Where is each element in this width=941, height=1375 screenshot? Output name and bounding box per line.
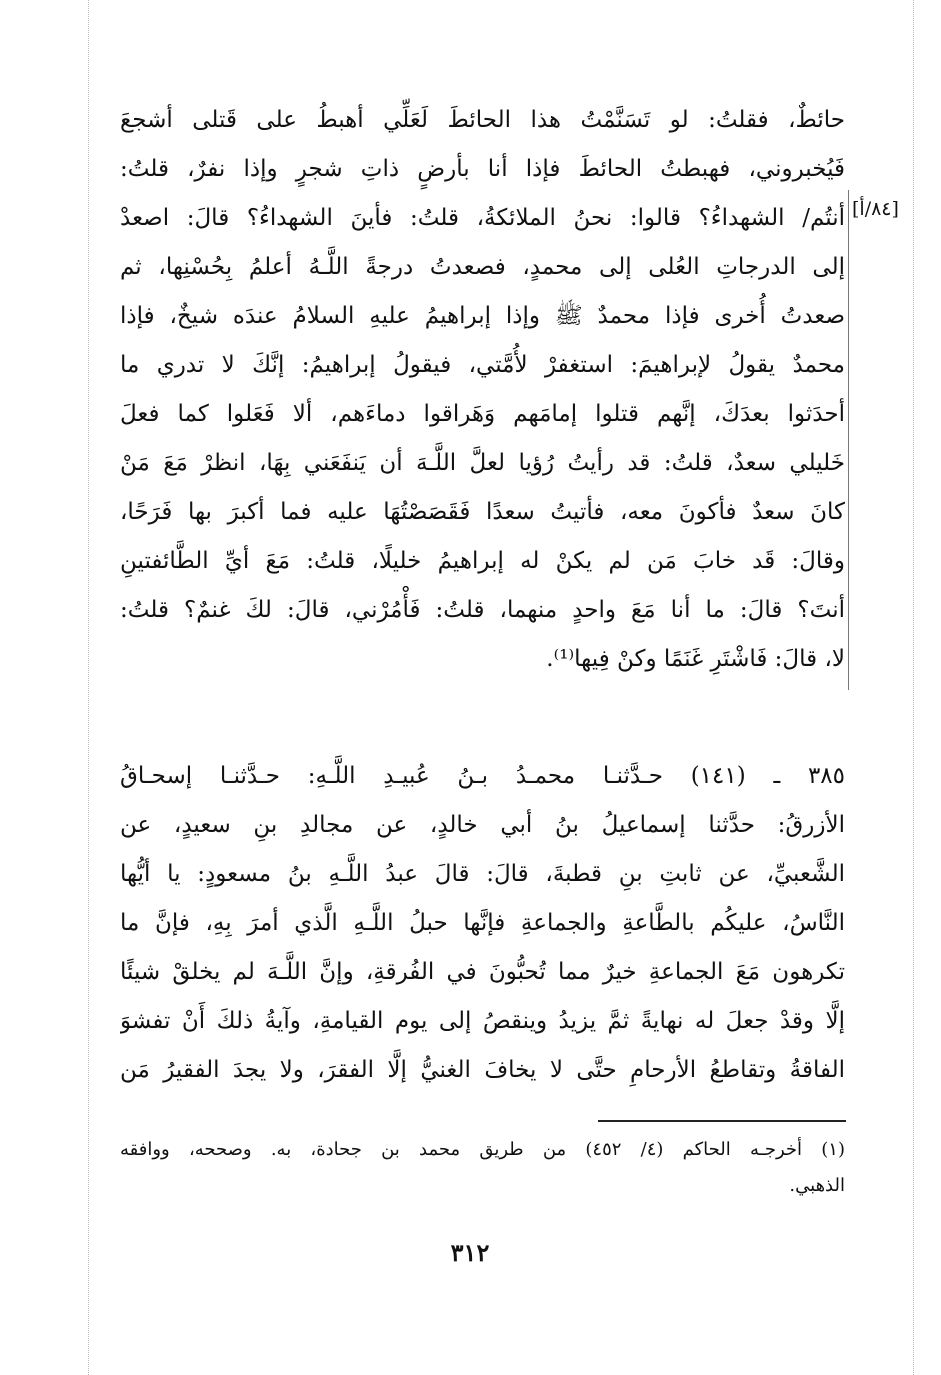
text-line: فَيُخبروني، فهبطتُ الحائطَ فإذا أنا بأرضٍ ذاتِ شجرٍ وإذا نفرٌ، قلتُ: <box>120 156 845 182</box>
footnote-line: الذهبي. <box>789 1175 845 1196</box>
left-scan-edge <box>88 0 89 1375</box>
text-line: محمدٌ يقولُ لإبراهيمَ: استغفرْ لأُمَّتي، فيقولُ إبراهيمُ: إنَّكَ لا تدري ما <box>120 352 845 378</box>
text-line: تكرهون مَعَ الجماعةِ خيرٌ مما تُحبُّونَ في الفُرقةِ، وإنَّ اللَّـهَ لم يخلقْ شيئًا <box>120 959 845 985</box>
footnote-separator <box>598 1120 846 1122</box>
page-number: ٣١٢ <box>450 1238 490 1267</box>
text-line: حائطٌ، فقلتُ: لو تَسَنَّمْتُ هذا الحائطَ لَعَلِّي أهبطُ على قَتلى أشجعَ <box>120 107 845 133</box>
text-line: صعدتُ أُخرى فإذا محمدٌ ﷺ وإذا إبراهيمُ عليهِ السلامُ عندَه شيخٌ، فإذا <box>120 303 845 329</box>
right-scan-edge <box>913 0 914 1375</box>
footnotes <box>120 1132 845 1204</box>
text-line: إلَّا وقدْ جعلَ له نهايةً ثمَّ يزيدُ وينقصُ إلى يوم القيامةِ، وآيةُ ذلكَ أَنْ تفشوَ <box>120 1008 845 1034</box>
text-line: النَّاسُ، عليكُم بالطَّاعةِ والجماعةِ فإنَّها حبلُ اللَّـهِ الَّذي أمرَ بِهِ، فإنَّ ما <box>120 910 845 936</box>
text-line: لا، قالَ: فَاشْتَرِ غَنَمًا وكنْ فِيها⁽¹⁾. <box>546 646 845 672</box>
hadith-heading-line: ٣٨٥ ـ (١٤١) حـدَّثنـا محمـدُ بـنُ عُبيـدِ اللَّـهِ: حـدَّثنـا إسحـاقُ <box>120 763 845 789</box>
text-line: الأزرقُ: حدَّثنا إسماعيلُ بنُ أبي خالدٍ، عن مجالدِ بنِ سعيدٍ، عن <box>120 812 845 838</box>
text-line: كانَ سعدٌ فأكونَ معه، فأتيتُ سعدًا فَقَصَصْتُهَا عليه فما أكبرَ بها فَرَحًا، <box>120 499 845 525</box>
text-line: وقالَ: قَد خابَ مَن لم يكنْ له إبراهيمُ خليلًا، قلتُ: مَعَ أيِّ الطَّائفتينِ <box>120 548 845 574</box>
text-line: أنتَ؟ قالَ: ما أنا مَعَ واحدٍ منهما، قلتُ: فَأْمُرْني، قالَ: لكَ غنمٌ؟ قلتُ: <box>120 597 845 623</box>
footnote-line: (١) أخرجـه الحاكم (٤/ ٤٥٢) من طريق محمد بن جحادة، به. وصححه، ووافقه <box>120 1139 845 1160</box>
text-line: خَليلي سعدٌ، قلتُ: قد رأيتُ رُؤيا لعلَّ اللَّـهَ أن يَنفَعَني بِهَا، انظرْ مَعَ مَنْ <box>120 450 845 476</box>
text-line: أنتُم/ الشهداءُ؟ قالوا: نحنُ الملائكةُ، قلتُ: فأينَ الشهداءُ؟ قالَ: اصعدْ <box>120 205 845 231</box>
margin-divider <box>848 190 849 690</box>
margin-folio-reference: [٨٤/أ] <box>852 198 899 220</box>
text-line: إلى الدرجاتِ العُلى إلى محمدٍ، فصعدتُ درجةً اللَّـهُ أعلمُ بِحُسْنِها، ثم <box>120 254 845 280</box>
text-line: أحدَثوا بعدَكَ، إنَّهم قتلوا إمامَهم وَهَراقوا دماءَهم، ألا فَعَلوا كما فعلَ <box>120 401 845 427</box>
text-line: الشَّعبيِّ، عن ثابتِ بنِ قطبةَ، قالَ: قالَ عبدُ اللَّـهِ بنُ مسعودٍ: يا أيُّها <box>120 861 845 887</box>
text-line: الفاقةُ وتقاطعُ الأرحامِ حتَّى لا يخافَ الغنيُّ إلَّا الفقرَ، ولا يجدَ الفقيرُ مَن <box>120 1057 845 1083</box>
paragraph-1 <box>120 96 845 684</box>
paragraph-2 <box>120 752 845 1095</box>
